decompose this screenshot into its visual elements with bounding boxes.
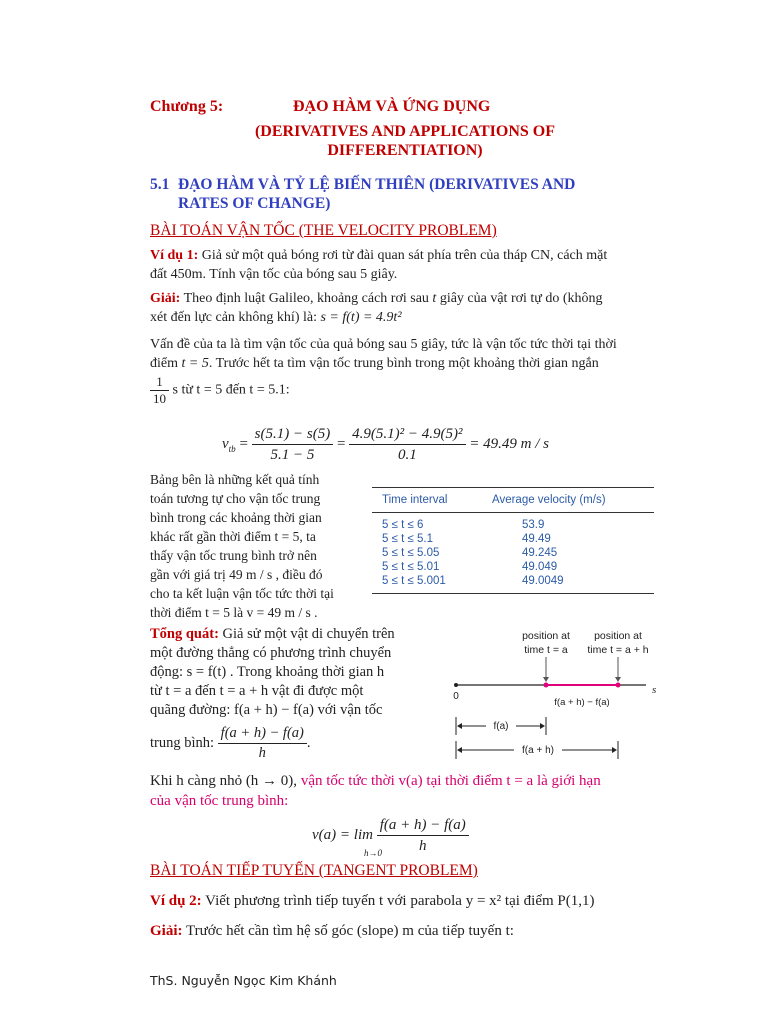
table-header-row <box>372 488 654 513</box>
limit-line1-a: Khi h càng nhỏ (h → 0), <box>150 773 301 789</box>
table-cell: 5 ≤ t ≤ 5.05 <box>382 547 440 559</box>
chapter-title-en <box>150 122 660 160</box>
label-a-line2: time t = a <box>524 644 568 656</box>
footer-author: ThS. Nguyễn Ngọc Kim Khánh <box>150 973 337 988</box>
velocity-table <box>372 487 654 594</box>
arrow-b-head <box>615 677 621 682</box>
general-line: từ t = a đến t = a + h vật đi được một <box>150 683 364 699</box>
limit-num: f(a + h) − f(a) <box>377 815 469 836</box>
side-text-line: toán tương tự cho vận tốc trung <box>150 491 321 506</box>
fah-arrow-left-head <box>457 747 462 753</box>
side-text-line: thấy vận tốc trung bình trở nên <box>150 548 317 563</box>
tangent-heading: BÀI TOÁN TIẾP TUYẾN (TANGENT PROBLEM) <box>150 862 478 879</box>
fraction-denominator: 10 <box>153 391 166 406</box>
general-line: động: s = f(t) . Trong khoảng thời gian h <box>150 664 385 680</box>
limit-line2: của vận tốc trung bình: <box>150 793 289 809</box>
limit-subscript: h→0 <box>364 848 382 858</box>
limit-equation <box>312 815 469 856</box>
solution-1-line2: xét đến lực cản không khí) là: <box>150 310 321 325</box>
eq-fraction-2 <box>349 424 465 465</box>
solution-2 <box>150 922 662 941</box>
solution-1-a: Theo định luật Galileo, khoảng cách rơi sau <box>180 291 433 306</box>
paragraph-2-line3 <box>150 374 290 407</box>
table-row <box>372 513 654 533</box>
diff-label: f(a + h) − f(a) <box>554 697 610 708</box>
side-text-line: Bảng bên là những kết quả tính <box>150 472 320 487</box>
fa-arrow-left-head <box>457 723 462 729</box>
solution-1 <box>150 289 662 327</box>
velocity-table-wrap <box>372 487 654 594</box>
general-line: một đường thẳng có phương trình chuyển <box>150 645 392 661</box>
position-diagram <box>446 625 668 765</box>
general-label: Tổng quát: <box>150 626 219 642</box>
example-1-text-1: Giả sử một quả bóng rơi từ đài quan sát phía trên của tháp CN, cách mặt <box>198 248 608 263</box>
arrow-a-head <box>543 677 549 682</box>
mean-den: h <box>258 745 266 761</box>
chapter-label: Chương 5: <box>150 98 224 115</box>
origin-point <box>454 683 458 687</box>
section-number: 5.1 <box>150 176 170 193</box>
label-b-line1: position at <box>594 630 642 642</box>
mean-velocity-fraction <box>218 724 307 763</box>
table-cell: 49.245 <box>521 547 558 559</box>
mean-num: f(a + h) − f(a) <box>218 724 307 744</box>
fah-arrow-right-head <box>612 747 617 753</box>
label-a-line1: position at <box>522 630 570 642</box>
limit-fraction <box>377 815 469 856</box>
example-1-label: Ví dụ 1: <box>150 248 199 263</box>
solution-1-label: Giải: <box>150 291 181 306</box>
table-row <box>372 532 654 546</box>
paragraph-2 <box>150 335 662 373</box>
eq-fraction-2-num: 4.9(5.1)² − 4.9(5)² <box>349 424 465 445</box>
formula-s: s = f(t) = 4.9t² <box>320 310 402 325</box>
side-text-line: khác rất gần thời điểm t = 5, ta <box>150 529 316 544</box>
fraction-one-tenth <box>150 374 169 407</box>
example-1-text-2: đất 450m. Tính vận tốc của bóng sau 5 giây. <box>150 267 398 282</box>
chapter-title-en-line2: DIFFERENTIATION) <box>327 142 483 159</box>
limit-den: h <box>418 838 427 854</box>
example-1 <box>150 246 662 284</box>
paragraph-2-line3-text: s từ t = 5 đến t = 5.1: <box>172 382 290 398</box>
average-velocity-equation: $v_{tb}$ = $\frac{s(5.1) - s(5)}{5.1 - 5}$ = $\frac{\text{4.9(5.1)² − 4.9(5)²}}{0.1}$ = 49.49 m / s <box>222 426 549 463</box>
eq-result: = 49.49 m / s <box>469 435 549 452</box>
example-2-text: Viết phương trình tiếp tuyến t với parabola y = x² tại điểm P(1,1) <box>201 893 595 909</box>
fa-label: f(a) <box>493 721 509 732</box>
paragraph-2-line1: Vấn đề của ta là tìm vận tốc của quả bóng sau 5 giây, tức là vận tốc tức thời tại thời <box>150 337 617 352</box>
solution-2-label: Giải: <box>150 923 183 939</box>
table-header: Time interval <box>372 488 482 513</box>
origin-label: 0 <box>453 691 459 702</box>
table-cell: 49.049 <box>521 561 558 573</box>
section-title-line1: ĐẠO HÀM VÀ TỶ LỆ BIẾN THIÊN (DERIVATIVES AND <box>178 176 576 193</box>
general-line: quãng đường: f(a + h) − f(a) với vận tốc <box>150 702 383 718</box>
section-title-line2: RATES OF CHANGE) <box>178 195 331 212</box>
limit-line1-b: vận tốc tức thời v(a) tại thời điểm t = a là giới hạn <box>300 773 601 789</box>
table-row <box>372 574 654 594</box>
eq-fraction-2-den: 0.1 <box>397 447 417 463</box>
paragraph-2-t5: t = 5 <box>181 356 209 371</box>
solution-2-text: Trước hết cần tìm hệ số góc (slope) m của tiếp tuyến t: <box>182 923 514 939</box>
table-cell: 49.0049 <box>482 574 654 594</box>
eq-fraction-1-num: s(5.1) − s(5) <box>252 424 334 445</box>
point-b <box>616 683 621 688</box>
axis-label: s <box>652 684 657 696</box>
table-header: Average velocity (m/s) <box>482 488 654 513</box>
paragraph-2-c: . Trước hết ta tìm vận tốc trung bình trong một khoảng thời gian ngắn <box>208 356 599 371</box>
point-a <box>544 683 549 688</box>
fraction-numerator: 1 <box>150 374 169 391</box>
table-cell: 5 ≤ t ≤ 5.001 <box>372 574 482 594</box>
eq-fraction-1 <box>252 424 334 465</box>
general-paragraph: Tổng quát: Giả sử một vật di chuyển trên một đường thẳng có phương trình chuyển động: s = f(t) . Trong khoảng thời gian h từ t = a đến t = a + h vật đi được một quãng đường: f(a + h) − f(a) với vận tốc trung bình: $\frac{f(a + h) - f(a)}{h}$ . <box>150 625 438 763</box>
side-text <box>150 470 360 622</box>
limit-paragraph <box>150 771 662 811</box>
side-text-line: cho ta kết luận vận tốc tức thời tại <box>150 586 334 601</box>
table-cell: 5 ≤ t ≤ 6 <box>382 519 424 531</box>
velocity-heading: BÀI TOÁN VẬN TỐC (THE VELOCITY PROBLEM) <box>150 222 497 239</box>
table-cell: 53.9 <box>521 519 545 531</box>
paragraph-2-a: điểm <box>150 356 182 371</box>
fah-label: f(a + h) <box>522 745 554 756</box>
eq-lhs: v <box>222 435 229 452</box>
table-cell: 49.49 <box>521 533 551 545</box>
chapter-title-en-line1: (DERIVATIVES AND APPLICATIONS OF <box>254 123 556 140</box>
section-heading <box>150 175 660 213</box>
chapter-title-vi: ĐẠO HÀM VÀ ỨNG DỤNG <box>293 98 491 115</box>
limit-lhs: v(a) = lim <box>312 827 373 843</box>
side-text-line: bình trong các khoảng thời gian <box>150 510 322 525</box>
eq-lhs-sub: tb <box>228 443 236 454</box>
side-text-line: gần với giá trị 49 m / s , điều đó <box>150 567 323 582</box>
side-text-line: thời điểm t = 5 là v = 49 m / s . <box>150 605 318 620</box>
general-line: Giả sử một vật di chuyển trên <box>218 626 395 642</box>
table-cell: 5 ≤ t ≤ 5.01 <box>382 561 440 573</box>
fa-arrow-right-head <box>540 723 545 729</box>
solution-1-t: t <box>432 291 437 306</box>
table-cell: 5 ≤ t ≤ 5.1 <box>382 533 433 545</box>
mean-prefix: trung bình: <box>150 734 218 751</box>
table-row <box>372 546 654 560</box>
eq-fraction-1-den: 5.1 − 5 <box>270 447 315 463</box>
solution-1-c: giây của vật rơi tự do (không <box>436 291 603 306</box>
example-2 <box>150 892 662 911</box>
label-b-line2: time t = a + h <box>587 644 649 656</box>
table-row <box>372 560 654 574</box>
example-2-label: Ví dụ 2: <box>150 893 202 909</box>
